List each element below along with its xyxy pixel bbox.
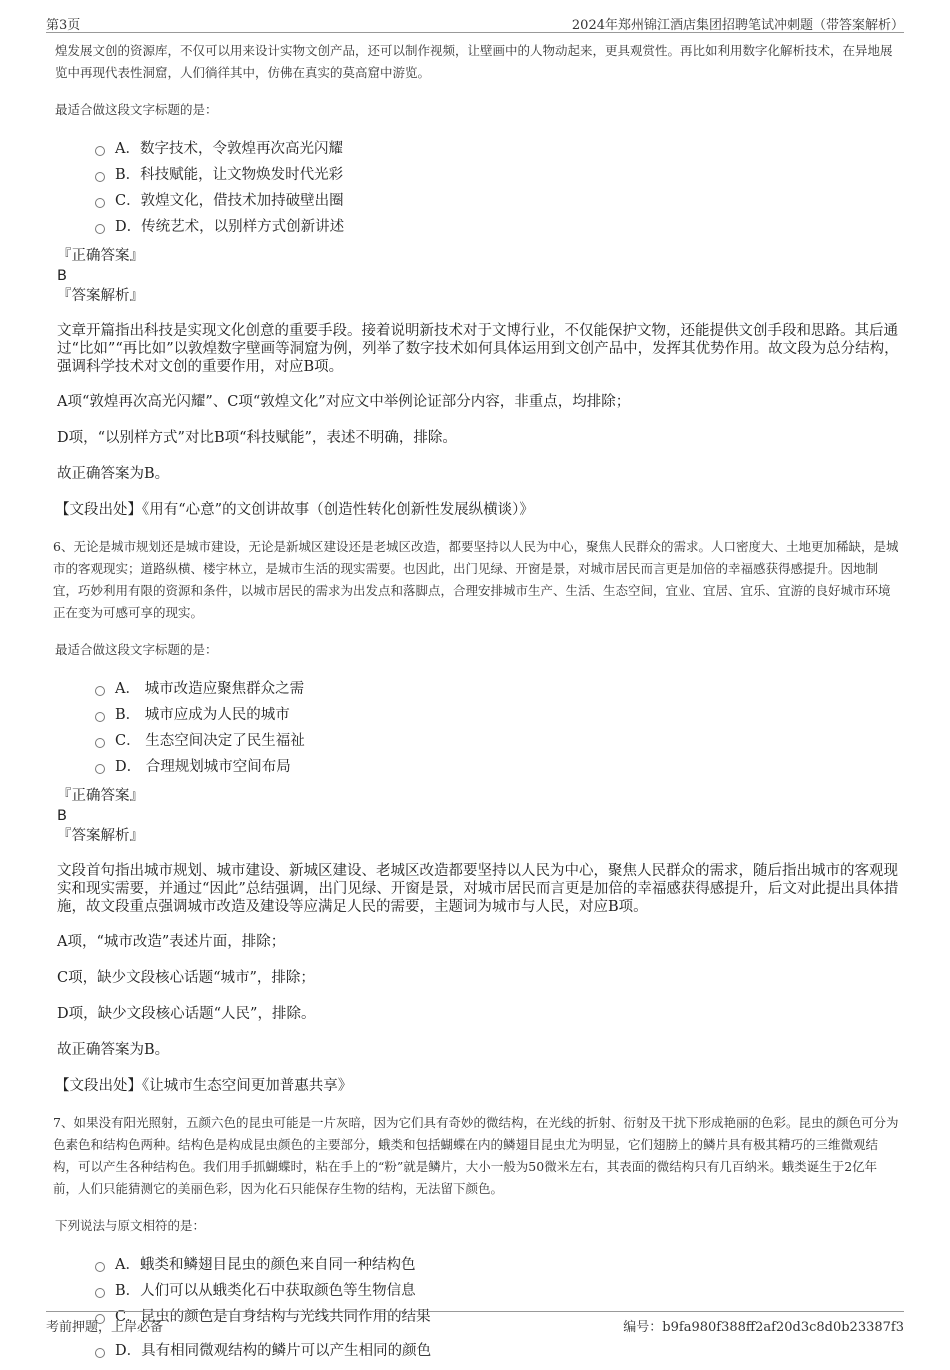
- q5-analysis-main: 文章开篇指出科技是实现文化创意的重要手段。接着说明新技术对于文博行业，不仅能保护文物，还能提供文创手段和思路。其后通过“比如”“再比如”以敦煌数字壁画等洞窟为例，列举了数字技术如何具体运用到文创产品中，发挥其优势作用。故文段为总分结构，强调科学技术对文创的重要作用，对应B项。: [57, 323, 899, 375]
- radio-icon[interactable]: [95, 1262, 105, 1272]
- radio-icon[interactable]: [95, 764, 105, 774]
- q7-passage: 7、如果没有阳光照射，五颜六色的昆虫可能是一片灰暗，因为它们具有奇妙的微结构，在光线的折射、衍射及干扰下形成艳丽的色彩。昆虫的颜色可分为色素色和结构色两种。结构色是构成昆虫颜色的主要部分，蛾类和包括蝴蝶在内的鳞翅目昆虫尤为明显，它们翅膀上的鳞片具有极其精巧的三维微观结构，可以产生各种结构色。我们用手抓蝴蝶时，粘在手上的“粉”就是鳞片，大小一般为50微米左右，其表面的微结构只有几百纳米。蛾类诞生于2亿年前，人们只能猜测它的美丽色彩，因为化石只能保存生物的结构，无法留下颜色。: [53, 1115, 899, 1196]
- radio-icon[interactable]: [95, 224, 105, 234]
- radio-icon[interactable]: [95, 1348, 105, 1358]
- q5-answer: B: [57, 268, 67, 284]
- page-number: 第3页: [46, 18, 81, 33]
- q6-correct-label: 『正确答案』: [57, 788, 144, 804]
- q6-analysis-d: D项，缺少文段核心话题“人民”，排除。: [57, 1006, 316, 1022]
- q5-option-c[interactable]: C．敦煌文化，借技术加持破壁出圈: [95, 188, 902, 214]
- q5-option-b[interactable]: B．科技赋能，让文物焕发时代光彩: [95, 162, 902, 188]
- radio-icon[interactable]: [95, 146, 105, 156]
- q6-analysis-conclusion: 故正确答案为B。: [57, 1042, 170, 1058]
- q7-option-b[interactable]: B．人们可以从蛾类化石中获取颜色等生物信息: [95, 1278, 902, 1304]
- q5-passage: 煌发展文创的资源库，不仅可以用来设计实物文创产品，还可以制作视频，让壁画中的人物动起来，更具观赏性。再比如利用数字化解析技术，在异地展览中再现代表性洞窟，人们徜徉其中，仿佛在真实的莫高窟中游览。: [55, 43, 893, 80]
- radio-icon[interactable]: [95, 686, 105, 696]
- q5-options: [95, 136, 902, 240]
- radio-icon[interactable]: [95, 1288, 105, 1298]
- q5-option-d[interactable]: D．传统艺术，以别样方式创新讲述: [95, 214, 902, 240]
- q5-option-a[interactable]: A．数字技术，令敦煌再次高光闪耀: [95, 136, 902, 162]
- q7-option-d[interactable]: D．具有相同微观结构的鳞片可以产生相同的颜色: [95, 1338, 902, 1364]
- q6-prompt: 最适合做这段文字标题的是：: [55, 642, 218, 657]
- q5-correct-label: 『正确答案』: [57, 248, 144, 264]
- radio-icon[interactable]: [95, 198, 105, 208]
- q6-answer: B: [57, 808, 67, 824]
- document-id: 编号：b9fa980f388ff2af20d3c8d0b23387f3: [623, 1320, 904, 1335]
- q6-option-a[interactable]: A． 城市改造应聚焦群众之需: [95, 676, 902, 702]
- q5-prompt: 最适合做这段文字标题的是：: [55, 102, 218, 117]
- page-content: [55, 40, 902, 1370]
- q6-analysis-a: A项，“城市改造”表述片面，排除；: [57, 934, 286, 950]
- q6-analysis-label: 『答案解析』: [57, 828, 144, 844]
- q7-options: [95, 1252, 902, 1364]
- q7-option-a[interactable]: A．蛾类和鳞翅目昆虫的颜色来自同一种结构色: [95, 1252, 902, 1278]
- page-footer: [46, 1311, 904, 1336]
- q6-options: [95, 676, 902, 780]
- radio-icon[interactable]: [95, 738, 105, 748]
- q5-analysis-conclusion: 故正确答案为B。: [57, 466, 170, 482]
- q6-analysis-c: C项，缺少文段核心话题“城市”，排除；: [57, 970, 315, 986]
- q5-analysis-ac: A项“敦煌再次高光闪耀”、C项“敦煌文化”对应文中举例论证部分内容，非重点，均排除；: [57, 394, 631, 410]
- q6-option-c[interactable]: C． 生态空间决定了民生福祉: [95, 728, 902, 754]
- q5-source: 【文段出处】《用有“心意”的文创讲故事（创造性转化创新性发展纵横谈）》: [55, 502, 534, 518]
- document-title: 2024年郑州锦江酒店集团招聘笔试冲刺题（带答案解析）: [571, 18, 904, 33]
- q6-analysis-main: 文段首句指出城市规划、城市建设、新城区建设、老城区改造都要坚持以人民为中心，聚焦人民群众的需求，随后指出城市的客观现实和现实需要，并通过“因此”总结强调，出门见绿、开窗是景，对城市居民而言更是加倍的幸福感获得感提升，后文对此提出具体措施，故文段重点强调城市改造及建设等应满足人民的需要，主题词为城市与人民，对应B项。: [57, 863, 899, 915]
- q6-option-d[interactable]: D． 合理规划城市空间布局: [95, 754, 902, 780]
- radio-icon[interactable]: [95, 712, 105, 722]
- radio-icon[interactable]: [95, 172, 105, 182]
- footer-slogan: 考前押题，上岸必备: [46, 1320, 164, 1335]
- q5-analysis-label: 『答案解析』: [57, 288, 144, 304]
- q5-analysis-d: D项，“以别样方式”对比B项“科技赋能”，表述不明确，排除。: [57, 430, 457, 446]
- q6-passage: 6、无论是城市规划还是城市建设，无论是新城区建设还是老城区改造，都要坚持以人民为中心，聚焦人民群众的需求。人口密度大、土地更加稀缺，是城市的客观现实；道路纵横、楼宇林立，是城市生活的现实需要。也因此，出门见绿、开窗是景，对城市居民而言更是加倍的幸福感获得感提升。因地制宜，巧妙利用有限的资源和条件，以城市居民的需求为出发点和落脚点，合理安排城市生产、生活、生态空间，宜业、宜居、宜乐、宜游的良好城市环境正在变为可感可享的现实。: [53, 539, 899, 620]
- q6-source: 【文段出处】《让城市生态空间更加普惠共享》: [55, 1078, 353, 1094]
- q7-prompt: 下列说法与原文相符的是：: [55, 1218, 206, 1233]
- q7-option-c[interactable]: C．昆虫的颜色是自身结构与光线共同作用的结果: [95, 1304, 902, 1330]
- page-header: [46, 8, 904, 33]
- q6-option-b[interactable]: B． 城市应成为人民的城市: [95, 702, 902, 728]
